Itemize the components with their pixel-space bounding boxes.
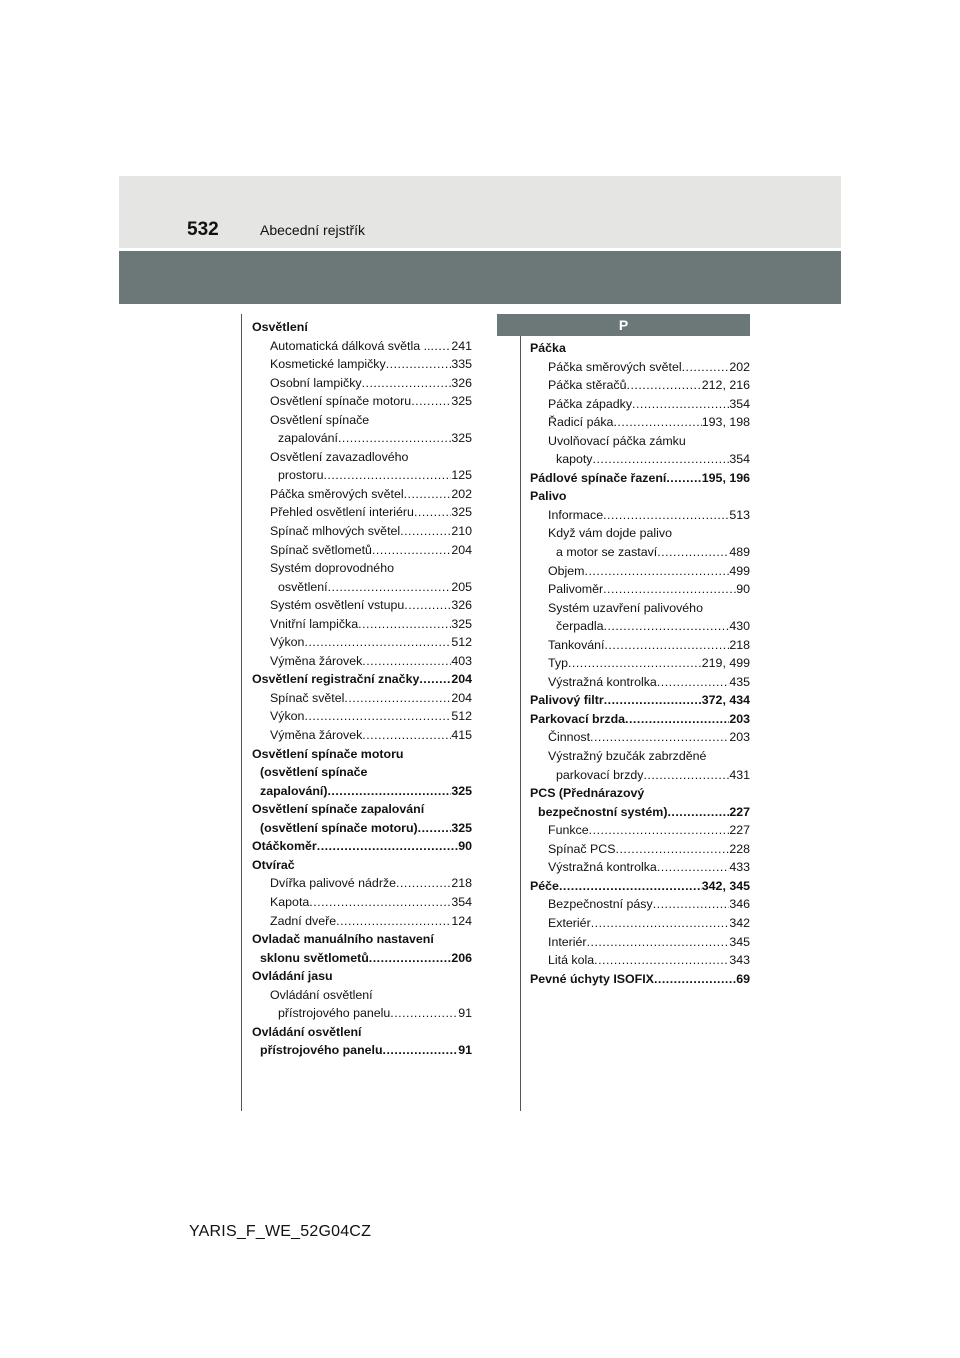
- index-entry-sub: [252, 503, 472, 522]
- index-entry-main: [252, 800, 472, 819]
- index-page-ref: 325: [451, 394, 472, 409]
- index-page-ref: 210: [451, 524, 472, 539]
- index-entry-label: Páčka: [530, 341, 566, 355]
- index-entry-label: Tankování: [548, 637, 605, 652]
- index-entry-sub: [530, 376, 750, 395]
- index-entry-main: [530, 487, 750, 506]
- section-title: Abecední rejstřík: [260, 222, 366, 238]
- index-entry-sub: [252, 1004, 472, 1023]
- index-entry-label: Interiér: [548, 934, 587, 949]
- index-entry-label: Systém uzavření palivového: [548, 600, 703, 615]
- dot-leader: [336, 912, 451, 931]
- dot-leader: [654, 970, 736, 989]
- index-page-ref: 431: [729, 767, 750, 782]
- index-page-ref: 241: [451, 338, 472, 353]
- index-entry-main: [252, 837, 472, 856]
- index-page-ref: 202: [451, 486, 472, 501]
- dot-leader: [362, 374, 452, 393]
- index-entry-sub: [252, 374, 472, 393]
- index-entry-label: Osvětlení spínače motoru: [252, 746, 404, 761]
- index-entry-main: [252, 763, 472, 782]
- index-page-ref: 513: [729, 507, 750, 522]
- dot-leader: [627, 376, 702, 395]
- dot-leader: [585, 562, 730, 581]
- index-column-left: [252, 318, 472, 1060]
- index-entry-label: Osvětlení spínače zapalování: [252, 802, 425, 817]
- dot-leader: [317, 837, 458, 856]
- index-entry-label: Péče: [530, 878, 559, 893]
- dot-leader: [568, 654, 702, 673]
- index-entry-main: [530, 710, 750, 729]
- dot-leader: [338, 429, 451, 448]
- index-entry-sub: [252, 355, 472, 374]
- index-entry-main: [252, 782, 472, 801]
- index-page-ref: 325: [451, 431, 472, 446]
- index-entry-sub: [530, 747, 750, 766]
- index-page-ref: 326: [451, 598, 472, 613]
- index-entry-sub: [530, 858, 750, 877]
- index-entry-label: osvětlení: [278, 579, 328, 594]
- index-entry-label: Ovládání osvětlení: [270, 987, 373, 1002]
- dot-leader: [604, 636, 729, 655]
- index-entry-main: [530, 784, 750, 803]
- index-entry-sub: [530, 728, 750, 747]
- index-entry-label: Ovládání osvětlení: [252, 1024, 362, 1039]
- index-entry-label: Palivoměr: [548, 582, 604, 597]
- index-page-ref: 204: [451, 690, 472, 705]
- dot-leader: [390, 1004, 458, 1023]
- index-entry-main: [252, 318, 472, 337]
- dot-leader: [362, 652, 451, 671]
- dot-leader: [418, 819, 452, 838]
- index-entry-label: Systém doprovodného: [270, 561, 394, 576]
- header-top-band: [119, 176, 841, 248]
- dot-leader: [590, 728, 729, 747]
- dot-leader: [657, 673, 730, 692]
- dot-leader: [625, 710, 729, 729]
- dot-leader: [666, 469, 701, 488]
- index-column-right: [530, 339, 750, 988]
- index-page-ref: 219, 499: [701, 656, 750, 671]
- index-page-ref: 433: [729, 860, 750, 875]
- index-entry-label: bezpečnostní systém): [538, 804, 668, 819]
- dot-leader: [616, 840, 730, 859]
- index-entry-sub: [252, 726, 472, 745]
- index-entry-main: [530, 691, 750, 710]
- index-entry-sub: [530, 895, 750, 914]
- dot-leader: [589, 821, 730, 840]
- index-page-ref: 354: [729, 396, 750, 411]
- index-entry-sub: [252, 522, 472, 541]
- index-page-ref: 227: [729, 804, 750, 819]
- index-page-ref: 326: [451, 375, 472, 390]
- index-entry-sub: [252, 411, 472, 430]
- index-entry-sub: [530, 654, 750, 673]
- index-entry-sub: [252, 615, 472, 634]
- index-entry-label: Osvětlení spínače: [270, 412, 370, 427]
- index-page-ref: 228: [729, 841, 750, 856]
- dot-leader: [594, 951, 729, 970]
- index-entry-main: [252, 930, 472, 949]
- index-entry-label: prostoru: [278, 468, 324, 483]
- index-entry-label: Typ: [548, 656, 568, 671]
- index-entry-label: zapalování): [260, 783, 328, 798]
- index-page-ref: 335: [451, 357, 472, 372]
- index-entry-sub: [530, 951, 750, 970]
- index-entry-main: [252, 1041, 472, 1060]
- index-page-ref: 435: [729, 674, 750, 689]
- index-entry-label: Výstražná kontrolka: [548, 860, 657, 875]
- index-entry-label: Dvířka palivové nádrže: [270, 876, 397, 891]
- index-page-ref: 345: [729, 934, 750, 949]
- index-entry-label: Spínač PCS: [548, 841, 616, 856]
- index-entry-label: Páčka směrových světel: [270, 486, 404, 501]
- index-page-ref: 342: [729, 915, 750, 930]
- index-entry-sub: [252, 485, 472, 504]
- index-page-ref: 512: [451, 709, 472, 724]
- index-entry-label: Páčka západky: [548, 396, 633, 411]
- index-entry-label: (osvětlení spínače: [260, 765, 368, 780]
- index-entry-main: [530, 469, 750, 488]
- index-entry-sub: [252, 466, 472, 485]
- index-entry-label: Ovladač manuálního nastavení: [252, 932, 434, 947]
- dot-leader: [369, 949, 452, 968]
- index-entry-label: čerpadla: [556, 619, 604, 634]
- index-page-ref: 193, 198: [701, 415, 750, 430]
- dot-leader: [328, 578, 452, 597]
- index-page-ref: 206: [451, 950, 472, 965]
- index-entry-main: [252, 856, 472, 875]
- index-entry-sub: [530, 914, 750, 933]
- index-page-ref: 204: [451, 672, 472, 687]
- index-entry-main: [252, 1023, 472, 1042]
- index-entry-label: zapalování: [278, 431, 338, 446]
- index-page-ref: 218: [729, 637, 750, 652]
- dot-leader: [682, 358, 730, 377]
- index-entry-label: Exteriér: [548, 915, 591, 930]
- dot-leader: [404, 596, 451, 615]
- index-entry-main: [530, 803, 750, 822]
- dot-leader: [304, 633, 451, 652]
- index-page-ref: 489: [729, 545, 750, 560]
- dot-leader: [613, 413, 701, 432]
- index-entry-sub: [252, 578, 472, 597]
- index-entry-sub: [530, 524, 750, 543]
- index-entry-label: Bezpečnostní pásy: [548, 897, 653, 912]
- index-page-ref: 205: [451, 579, 472, 594]
- index-entry-sub: [252, 559, 472, 578]
- index-page-ref: 203: [729, 711, 750, 726]
- dot-leader: [419, 670, 451, 689]
- dot-leader: [396, 874, 451, 893]
- index-page-ref: 203: [729, 730, 750, 745]
- index-entry-label: přístrojového panelu: [278, 1006, 391, 1021]
- index-page-ref: 124: [451, 913, 472, 928]
- index-entry-sub: [252, 874, 472, 893]
- index-page-ref: 227: [729, 823, 750, 838]
- index-page-ref: 125: [451, 468, 472, 483]
- index-page-ref: 325: [451, 820, 472, 835]
- index-page-ref: 204: [451, 542, 472, 557]
- index-entry-label: Otvírač: [252, 857, 295, 872]
- index-entry-label: Automatická dálková světla ..: [270, 338, 431, 353]
- index-entry-sub: [252, 541, 472, 560]
- index-entry-label: Parkovací brzda: [530, 711, 626, 726]
- dot-leader: [604, 617, 730, 636]
- index-entry-label: Palivo: [530, 489, 567, 504]
- index-entry-label: Spínač mlhových světel: [270, 524, 401, 539]
- index-entry-sub: [530, 395, 750, 414]
- dot-leader: [653, 895, 730, 914]
- index-entry-sub: [252, 392, 472, 411]
- dot-leader: [304, 707, 451, 726]
- index-entry-label: PCS (Přednárazový: [530, 786, 645, 801]
- dot-leader: [404, 485, 452, 504]
- index-entry-label: Informace: [548, 507, 604, 522]
- index-entry-label: parkovací brzdy: [556, 767, 644, 782]
- index-entry-main: [252, 949, 472, 968]
- index-letter-heading: P: [497, 314, 750, 336]
- index-entry-label: Činnost: [548, 730, 591, 745]
- dot-leader: [323, 466, 451, 485]
- index-entry-sub: [252, 893, 472, 912]
- index-entry-sub: [252, 707, 472, 726]
- index-page-ref: 346: [729, 897, 750, 912]
- index-page-ref: 91: [458, 1043, 472, 1058]
- index-entry-label: Pevné úchyty ISOFIX: [530, 971, 654, 986]
- index-entry-sub: [530, 636, 750, 655]
- dot-leader: [657, 543, 729, 562]
- index-page-ref: 354: [729, 452, 750, 467]
- index-entry-sub: [252, 633, 472, 652]
- index-page-ref: 212, 216: [701, 378, 750, 393]
- index-entry-label: Výměna žárovek: [270, 653, 363, 668]
- index-entry-label: Osvětlení zavazadlového: [270, 449, 409, 464]
- index-entry-label: Výstražná kontrolka: [548, 674, 657, 689]
- index-page-ref: 325: [451, 616, 472, 631]
- index-entry-label: Výměna žárovek: [270, 728, 363, 743]
- index-entry-sub: [252, 912, 472, 931]
- index-entry-label: Výstražný bzučák zabrzděné: [548, 749, 707, 764]
- index-page-ref: 218: [451, 876, 472, 891]
- dot-leader: [362, 726, 451, 745]
- index-entry-label: Litá kola: [548, 953, 595, 968]
- index-entry-sub: [252, 337, 472, 356]
- dot-leader: [400, 522, 451, 541]
- index-entry-sub: [530, 580, 750, 599]
- index-entry-label: sklonu světlometů: [260, 950, 369, 965]
- dot-leader: [604, 691, 702, 710]
- dot-leader: [559, 877, 702, 896]
- dot-leader: [344, 689, 451, 708]
- dot-leader: [383, 1041, 459, 1060]
- dot-leader: [372, 541, 451, 560]
- index-page-ref: 91: [458, 1006, 472, 1021]
- index-entry-sub: [252, 448, 472, 467]
- index-entry-sub: [530, 450, 750, 469]
- index-entry-label: Řadicí páka: [548, 415, 614, 430]
- index-entry-label: Spínač světlometů: [270, 542, 372, 557]
- dot-leader: [358, 615, 451, 634]
- index-entry-sub: [530, 766, 750, 785]
- index-page-ref: 343: [729, 953, 750, 968]
- dot-leader: [632, 395, 729, 414]
- index-page-ref: 415: [451, 728, 472, 743]
- index-page-ref: 512: [451, 635, 472, 650]
- index-entry-label: Kosmetické lampičky: [270, 357, 386, 372]
- index-entry-label: Výkon: [270, 709, 305, 724]
- index-entry-label: (osvětlení spínače motoru): [260, 820, 418, 835]
- page-number: 532: [187, 219, 219, 240]
- dot-leader: [587, 933, 730, 952]
- dot-leader: [327, 782, 451, 801]
- index-page-ref: 372, 434: [701, 693, 750, 708]
- index-entry-label: Systém osvětlení vstupu: [270, 598, 405, 613]
- index-entry-sub: [252, 689, 472, 708]
- dot-leader: [591, 914, 730, 933]
- index-entry-main: [530, 339, 750, 358]
- index-entry-label: Spínač světel: [270, 690, 345, 705]
- index-entry-label: Osobní lampičky: [270, 375, 362, 390]
- index-entry-sub: [252, 429, 472, 448]
- index-page-ref: 325: [451, 505, 472, 520]
- index-entry-label: Osvětlení spínače motoru: [270, 394, 412, 409]
- index-entry-label: a motor se zastaví: [556, 545, 658, 560]
- index-entry-sub: [530, 599, 750, 618]
- index-entry-label: Zadní dveře: [270, 913, 337, 928]
- index-page-ref: 342, 345: [701, 878, 750, 893]
- index-entry-sub: [530, 673, 750, 692]
- index-entry-label: Objem: [548, 563, 585, 578]
- index-entry-sub: [530, 506, 750, 525]
- index-page-ref: 90: [736, 582, 750, 597]
- index-entry-label: Výkon: [270, 635, 305, 650]
- index-entry-label: Vnitřní lampička: [270, 616, 359, 631]
- dot-leader: [411, 392, 451, 411]
- index-entry-label: Když vám dojde palivo: [548, 526, 672, 541]
- index-entry-sub: [530, 840, 750, 859]
- index-entry-label: Otáčkoměr: [252, 839, 317, 854]
- dot-leader: [657, 858, 730, 877]
- dot-leader: [667, 803, 729, 822]
- index-entry-label: Palivový filtr: [530, 693, 604, 708]
- index-page-ref: 499: [729, 563, 750, 578]
- index-entry-label: Osvětlení registrační značky: [252, 672, 420, 687]
- index-entry-label: Ovládání jasu: [252, 969, 333, 984]
- index-page-ref: 325: [451, 783, 472, 798]
- index-entry-main: [530, 877, 750, 896]
- index-entry-sub: [530, 432, 750, 451]
- dot-leader: [386, 355, 452, 374]
- index-entry-label: Uvolňovací páčka zámku: [548, 433, 686, 448]
- index-entry-label: Kapota: [270, 894, 310, 909]
- column-rule-left: [241, 314, 242, 1111]
- index-entry-sub: [530, 562, 750, 581]
- index-page-ref: 430: [729, 619, 750, 634]
- dot-leader: [603, 506, 729, 525]
- index-entry-label: Páčka směrových světel: [548, 359, 682, 374]
- index-page-ref: 69: [736, 971, 750, 986]
- index-entry-sub: [530, 358, 750, 377]
- index-entry-main: [252, 967, 472, 986]
- index-entry-sub: [530, 413, 750, 432]
- dot-leader: [603, 580, 736, 599]
- column-rule-middle: [520, 314, 521, 1111]
- dot-leader: [309, 893, 451, 912]
- index-entry-sub: [252, 596, 472, 615]
- index-entry-sub: [530, 821, 750, 840]
- index-entry-sub: [530, 933, 750, 952]
- index-page-ref: 403: [451, 653, 472, 668]
- index-entry-main: [252, 745, 472, 764]
- index-entry-label: Přehled osvětlení interiéru: [270, 505, 414, 520]
- index-entry-sub: [530, 617, 750, 636]
- dot-leader: [643, 766, 729, 785]
- index-entry-label: Funkce: [548, 823, 589, 838]
- index-entry-label: kapoty: [556, 452, 593, 467]
- index-entry-label: Osvětlení: [252, 320, 308, 334]
- index-entry-label: přístrojového panelu: [260, 1043, 383, 1058]
- dot-leader: [430, 337, 451, 356]
- index-page-ref: 202: [729, 359, 750, 374]
- document-code: YARIS_F_WE_52G04CZ: [189, 1223, 372, 1240]
- index-entry-main: [252, 670, 472, 689]
- index-entry-sub: [252, 986, 472, 1005]
- index-entry-main: [252, 819, 472, 838]
- index-entry-sub: [252, 652, 472, 671]
- index-page-ref: 90: [458, 839, 472, 854]
- index-entry-main: [530, 970, 750, 989]
- index-page-ref: 354: [451, 894, 472, 909]
- dot-leader: [414, 503, 451, 522]
- index-page-ref: 195, 196: [701, 470, 750, 485]
- dot-leader: [593, 450, 730, 469]
- index-entry-sub: [530, 543, 750, 562]
- index-entry-label: Páčka stěračů: [548, 378, 627, 393]
- index-entry-label: Pádlové spínače řazení: [530, 470, 667, 485]
- header-dark-band: [119, 251, 841, 304]
